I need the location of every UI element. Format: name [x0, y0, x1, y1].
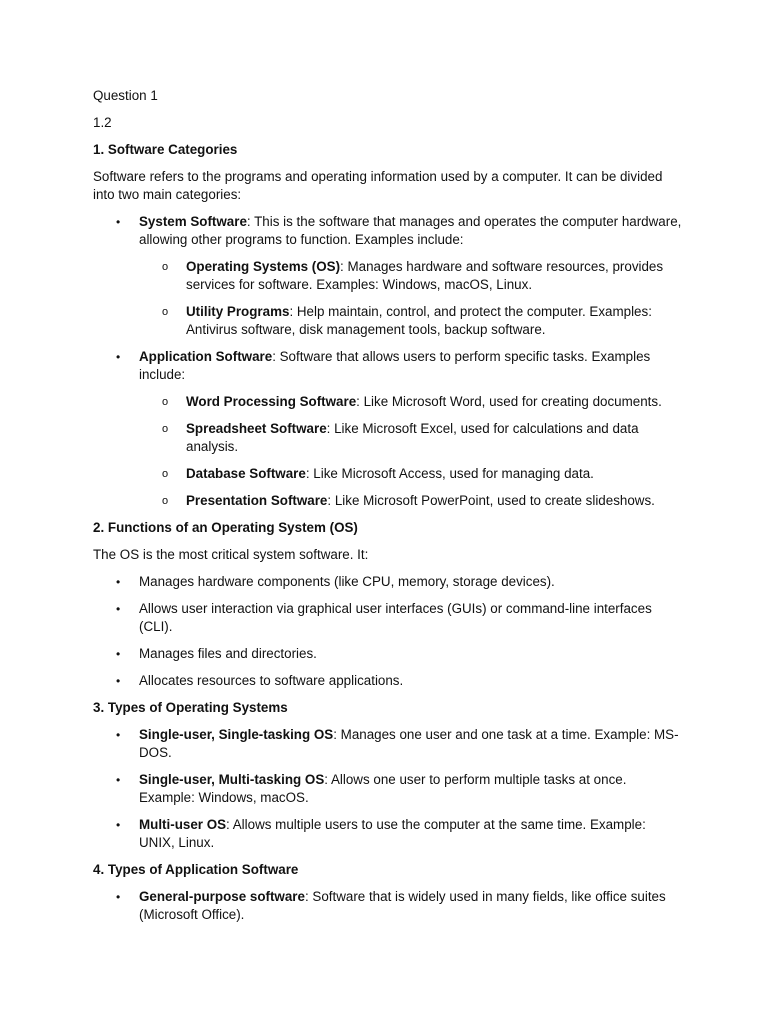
section-intro: Software refers to the programs and operating information used by a computer. It can be divided into two main categories:: [93, 169, 663, 202]
item-description: : Manages hardware and software resources, provides services for software. Examples: Windows, macOS, Linux.: [186, 259, 664, 292]
sub-list-item: [139, 258, 685, 294]
item-text: Allocates resources to software applications.: [139, 673, 404, 688]
item-description: : Help maintain, control, and protect the computer. Examples: Antivirus software, disk management tools, backup software.: [186, 304, 652, 337]
item-term: Single-user, Multi-tasking OS: [139, 772, 325, 787]
list-item: [93, 888, 685, 924]
item-text: Allows user interaction via graphical user interfaces (GUIs) or command-line interfaces (CLI).: [139, 601, 652, 634]
os-types-list: [93, 726, 685, 852]
sub-bullet-icon: o: [162, 468, 169, 480]
list-item: [93, 726, 685, 762]
application-software-types-list: [93, 888, 685, 924]
sub-list-item: [139, 465, 685, 483]
section-heading-application-software-types: 4. Types of Application Software: [93, 862, 299, 877]
item-term: Application Software: [139, 349, 273, 364]
list-item: [93, 645, 685, 663]
item-term: Presentation Software: [186, 493, 328, 508]
item-term: Multi-user OS: [139, 817, 227, 832]
sub-list: [139, 258, 685, 339]
bullet-icon: •: [116, 350, 121, 364]
sub-list-item: [139, 492, 685, 510]
list-item: [93, 213, 685, 339]
item-description: : This is the software that manages and operates the computer hardware, allowing other programs to function. Examples include:: [139, 214, 682, 247]
bullet-icon: •: [116, 818, 121, 832]
sub-list-item: [139, 420, 685, 456]
sub-list-item: [139, 303, 685, 339]
item-description: : Software that is widely used in many fields, like office suites (Microsoft Office).: [139, 889, 666, 922]
item-description: : Allows multiple users to use the computer at the same time. Example: UNIX, Linux.: [139, 817, 646, 850]
sub-list: [139, 393, 685, 510]
bullet-icon: •: [116, 773, 121, 787]
question-label: Question 1: [93, 88, 158, 103]
bullet-icon: •: [116, 674, 121, 688]
item-term: General-purpose software: [139, 889, 305, 904]
section-heading-software-categories: 1. Software Categories: [93, 142, 238, 157]
question-number: 1.2: [93, 115, 112, 130]
item-term: Utility Programs: [186, 304, 290, 319]
sub-list-item: [139, 393, 685, 411]
os-functions-list: [93, 573, 685, 690]
bullet-icon: •: [116, 728, 121, 742]
list-item: [93, 573, 685, 591]
list-item: [93, 771, 685, 807]
list-item: [93, 348, 685, 510]
item-description: : Like Microsoft Excel, used for calculations and data analysis.: [186, 421, 639, 454]
bullet-icon: •: [116, 215, 121, 229]
sub-bullet-icon: o: [162, 261, 169, 273]
item-term: Spreadsheet Software: [186, 421, 327, 436]
section-intro: The OS is the most critical system software. It:: [93, 547, 369, 562]
bullet-icon: •: [116, 647, 121, 661]
bullet-icon: •: [116, 602, 121, 616]
list-item: [93, 600, 685, 636]
item-description: : Like Microsoft Access, used for managing data.: [305, 466, 594, 481]
item-term: System Software: [139, 214, 247, 229]
item-term: Operating Systems (OS): [186, 259, 341, 274]
section-heading-os-functions: 2. Functions of an Operating System (OS): [93, 520, 358, 535]
sub-bullet-icon: o: [162, 495, 169, 507]
item-description: : Manages one user and one task at a time. Example: MS-DOS.: [139, 727, 679, 760]
item-term: Word Processing Software: [186, 394, 357, 409]
item-text: Manages files and directories.: [139, 646, 317, 661]
section-heading-os-types: 3. Types of Operating Systems: [93, 700, 288, 715]
document-body: [93, 87, 685, 933]
item-description: : Software that allows users to perform specific tasks. Examples include:: [139, 349, 651, 382]
software-categories-list: [93, 213, 685, 510]
sub-bullet-icon: o: [162, 306, 169, 318]
list-item: [93, 816, 685, 852]
item-term: Database Software: [186, 466, 306, 481]
sub-bullet-icon: o: [162, 423, 169, 435]
sub-bullet-icon: o: [162, 396, 169, 408]
list-item: [93, 672, 685, 690]
item-description: : Like Microsoft PowerPoint, used to create slideshows.: [327, 493, 655, 508]
item-term: Single-user, Single-tasking OS: [139, 727, 334, 742]
item-description: : Like Microsoft Word, used for creating documents.: [356, 394, 662, 409]
bullet-icon: •: [116, 890, 121, 904]
item-text: Manages hardware components (like CPU, memory, storage devices).: [139, 574, 555, 589]
item-description: : Allows one user to perform multiple tasks at once. Example: Windows, macOS.: [139, 772, 627, 805]
bullet-icon: •: [116, 575, 121, 589]
